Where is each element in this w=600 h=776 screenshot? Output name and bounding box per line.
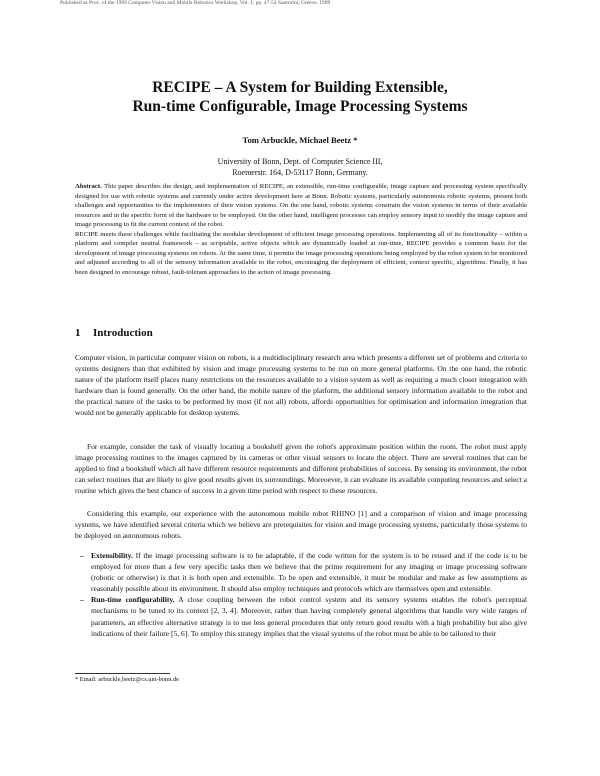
bullet-term: Run-time configurability.	[91, 595, 175, 605]
intro-paragraph-1: Computer vision, in particular computer vision on robots, is a multidisciplinary research area which presents a different set of problems and criteria to systems designers than that exhibited by vision and image processing systems to be run on more general platforms. On the one hand, the robotic nature of the platform itself places many restrictions on the resources available to a vision system as well as requiring a much closer integration with hardware than is found generally. On the other hand, the mobile nature of the platform, the additional sensory information available to the robot and the practical nature of the tasks to be performed by most (if not all) robots, affords opportunities for optimisation and information integration that would not be generally applicable for desktop systems.	[75, 353, 527, 418]
abstract-label: Abstract.	[75, 183, 102, 190]
title-line-1: RECIPE – A System for Building Extensible,	[152, 79, 448, 96]
criteria-list	[75, 550, 527, 639]
list-item	[75, 550, 527, 594]
abstract	[75, 182, 527, 277]
bullet-dash: –	[80, 551, 84, 560]
abstract-text-1: This paper describes the design, and implementation of RECIPE, an extensible, run-time configurable, image capture and processing system specifically designed for use with robotic systems and currently under active development here at Bonn. Robotic systems, particularly autonomous robotic systems, present both challenges and opportunities to the implementors of their vision systems. On the one hand, robotic systems constrain the vision systems in terms of their available resources and in the specific form of the hardware to be employed. On the other hand, intelligent processes can employ sensory input to modify the image capture and image processing to fit the current context of the robot.	[75, 183, 527, 229]
bullet-text: If the image processing software is to be adaptable, if the code written for the system is to be reused and if the code is to be employed for more than a few very specific tasks then we believe that the prime requirement for any imaging or image processing software (robotic or otherwise) is that it is both open and extensible. To be open and extensible, it must be modular and make as few assumptions as reasonably possible about its environment. It should also employ techniques and protocols which are themselves open and extensible.	[91, 551, 527, 594]
footnote-rule	[75, 673, 170, 674]
intro-paragraph-2: For example, consider the task of visually locating a bookshelf given the robot's approximate position within the room. The robot must apply image processing routines to the images captured by its cameras or other visual sensors to locate the object. There are several routines that can be applied to find a bookshelf which all have different resource requirements and different probabilities of success. By sensing its environment, the robot can select routines that are likely to give good results given its surroundings. Moreoever, it can evaluate its available computing resources and select a routine which gives the best chance of success in a given time period with respect to these resources.	[75, 442, 527, 496]
paper-title	[60, 78, 540, 116]
bullet-term: Extensibility.	[91, 551, 133, 560]
bullet-dash: –	[80, 595, 84, 605]
section-title: Introduction	[93, 327, 153, 339]
title-line-2: Run-time Configurable, Image Processing Systems	[132, 98, 468, 115]
section-heading	[75, 327, 153, 339]
affiliation	[60, 157, 540, 178]
intro-paragraph-3: Considering this example, our experience with the autonomous mobile robot RHINO [1] and a comparison of vision and image processing systems, we have identified several criteria which we believe are prerequisites for vision and image processing systems, particularly those systems to be deployed on autonomous robots.	[75, 509, 527, 541]
author-list: Tom Arbuckle, Michael Beetz *	[242, 135, 358, 145]
affiliation-line-2: Roemerstr. 164, D-53117 Bonn, Germany.	[232, 167, 368, 177]
footnote: * Email: arbuckle,beetz@cs.uni-bonn.de	[75, 676, 180, 683]
affiliation-line-1: University of Bonn, Dept. of Computer Science III,	[217, 157, 383, 166]
publication-note: Published as Proc. of the 1999 Computer Vision and Mobile Robotics Workshop, Vol. 1, pp. 47-54 Santorini, Greece, 1999	[60, 0, 331, 6]
section-number: 1	[75, 327, 81, 339]
abstract-paragraph-1	[75, 182, 527, 230]
list-item	[75, 594, 527, 638]
abstract-paragraph-2: RECIPE meets these challenges while facilitating the modular development of efficient image processing operations. Implementing all of its functionality – within a platform and compiler neutral framework – as scriptable, active objects which are dynamically loaded at run-time, RECIPE provides a common basis for the development of image processing systems on robots. At the same time, it permits the image processing operations being employed by the robot system to be monitored and adjusted according to all of the sensory information available to the robot, encouraging the deployment of efficient, context specific, algorithms. Finally, it has been designed to encourage robust, fault-tolerant approaches to the action of image processing.	[75, 230, 527, 276]
bullet-text: A close coupling between the robot control system and its sensory systems enables the robot's perceptual mechanisms to be tuned to its context [2, 3, 4]. Moreover, rather than having completely general algorithms that handle very wide ranges of parameters, an effective alternative strategy is to use less general procedures that only return good results with a high probability but also give indications of their failure [5, 6]. To employ this strategy implies that the visual systems of the robot must be able to be tailored to their	[91, 595, 527, 638]
